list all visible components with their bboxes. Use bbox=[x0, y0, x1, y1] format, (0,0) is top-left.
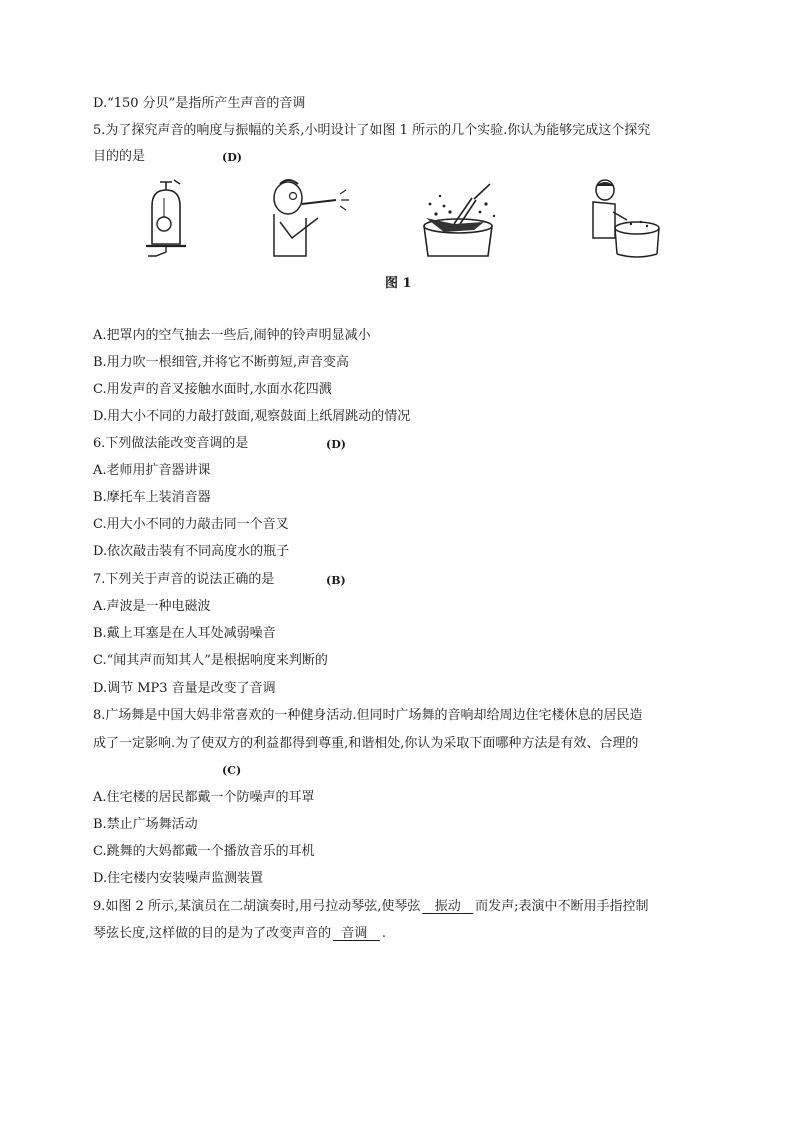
q7-option-d: D.调节 MP3 音量是改变了音调 bbox=[93, 681, 276, 696]
q9-text-3: 琴弦长度,这样做的目的是为了改变声音的 bbox=[93, 926, 332, 941]
q6-option-a: A.老师用扩音器讲课 bbox=[93, 463, 211, 478]
q5-stem-line-1: 5.为了探究声音的响度与振幅的关系,小明设计了如图 1 所示的几个实验.你认为能够完成这个探究 bbox=[93, 123, 651, 138]
q5-answer: (D) bbox=[222, 151, 242, 164]
q5-stem-line-2: 目的的是 bbox=[93, 149, 146, 164]
q9-text-1: 9.如图 2 所示,某演员在二胡演奏时,用弓拉动琴弦,使琴弦 bbox=[93, 899, 421, 914]
q8-option-d: D.住宅楼内安装噪声监测装置 bbox=[93, 871, 264, 886]
q5-option-a: A.把罩内的空气抽去一些后,闹钟的铃声明显减小 bbox=[93, 328, 371, 343]
q7-option-c: C.“闻其声而知其人”是根据响度来判断的 bbox=[93, 653, 328, 668]
tuning-fork-water-illustration bbox=[414, 178, 506, 260]
blowing-tube-illustration bbox=[266, 178, 352, 260]
q9-line-2 bbox=[93, 925, 386, 943]
q8-option-a: A.住宅楼的居民都戴一个防噪声的耳罩 bbox=[93, 790, 315, 805]
q7-option-a: A.声波是一种电磁波 bbox=[93, 599, 211, 614]
q8-option-c: C.跳舞的大妈都戴一个播放音乐的耳机 bbox=[93, 844, 315, 859]
q5-option-d: D.用大小不同的力敲打鼓面,观察鼓面上纸屑跳动的情况 bbox=[93, 409, 411, 424]
q6-answer: (D) bbox=[326, 438, 346, 451]
q7-option-b: B.戴上耳塞是在人耳处减弱噪音 bbox=[93, 626, 276, 641]
q5-option-b: B.用力吹一根细管,并将它不断剪短,声音变高 bbox=[93, 355, 349, 370]
q9-blank-2-answer: 音调 bbox=[341, 926, 368, 941]
q6-option-b: B.摩托车上装消音器 bbox=[93, 490, 211, 505]
q9-text-4: . bbox=[381, 926, 386, 941]
q6-stem: 6.下列做法能改变音调的是 bbox=[93, 436, 249, 451]
bell-jar-illustration bbox=[138, 178, 194, 260]
q7-answer: (B) bbox=[326, 574, 346, 587]
q4-option-d: D.“150 分贝”是指所产生声音的音调 bbox=[93, 96, 306, 111]
q9-line-1 bbox=[93, 898, 649, 916]
q8-option-b: B.禁止广场舞活动 bbox=[93, 817, 198, 832]
q6-option-c: C.用大小不同的力敲击同一个音叉 bbox=[93, 517, 289, 532]
q5-option-c: C.用发声的音叉接触水面时,水面水花四溅 bbox=[93, 382, 332, 397]
q9-blank-2 bbox=[331, 926, 382, 941]
q9-text-2: 而发声;表演中不断用手指控制 bbox=[475, 899, 649, 914]
q6-option-d: D.依次敲击装有不同高度水的瓶子 bbox=[93, 544, 290, 559]
q7-stem: 7.下列关于声音的说法正确的是 bbox=[93, 572, 275, 587]
q8-stem-line-2: 成了一定影响.为了使双方的利益都得到尊重,和谐相处,你认为采取下面哪种方法是有效、合理的 bbox=[93, 736, 639, 751]
q9-blank-1-answer: 振动 bbox=[434, 899, 461, 914]
q8-stem-line-1: 8.广场舞是中国大妈非常喜欢的一种健身活动.但同时广场舞的音响却给周边住宅楼休息的居民造 bbox=[93, 708, 643, 723]
figure-1-caption: 图 1 bbox=[385, 276, 412, 291]
drum-illustration bbox=[583, 178, 663, 260]
q9-blank-1 bbox=[420, 899, 475, 914]
q8-answer: (C) bbox=[222, 764, 242, 777]
